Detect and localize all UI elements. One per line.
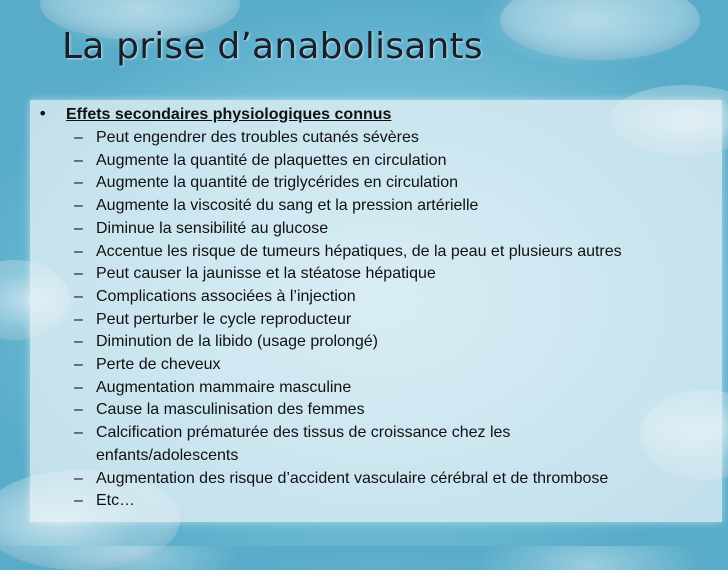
list-item: [74, 172, 714, 195]
bullet-heading: Effets secondaires physiologiques connus: [66, 106, 392, 123]
list-item: [74, 468, 714, 491]
side-effects-list: [74, 127, 714, 513]
list-item-text: Augmente la viscosité du sang et la pression artérielle: [96, 197, 479, 215]
list-item-text: Peut causer la jaunisse et la stéatose hépatique: [96, 265, 436, 283]
list-item: [74, 422, 714, 467]
list-item-text: Peut engendrer des troubles cutanés sévères: [96, 129, 419, 146]
list-item: [74, 286, 714, 309]
list-item-text: Cause la masculinisation des femmes: [96, 401, 365, 419]
list-item: [74, 150, 714, 173]
list-item-text: Diminution de la libido (usage prolongé): [96, 333, 378, 351]
dash-icon: –: [74, 129, 83, 146]
dash-icon: –: [74, 151, 83, 169]
list-item-text: Diminue la sensibilité au glucose: [96, 219, 329, 237]
list-item: [74, 490, 714, 513]
list-item-text: Augmente la quantité de triglycérides en circulation: [96, 174, 458, 192]
list-item: [74, 263, 714, 286]
dash-icon: –: [74, 424, 83, 442]
dash-icon: –: [74, 310, 83, 328]
list-item-text: Peut perturber le cycle reproducteur: [96, 310, 352, 328]
list-item: [74, 195, 714, 218]
list-item: [74, 331, 714, 354]
list-item-text: Complications associées à l’injection: [96, 287, 356, 305]
list-item: [74, 354, 714, 377]
dash-icon: –: [74, 378, 83, 396]
list-item: [74, 377, 714, 400]
list-item-text: Accentue les risque de tumeurs hépatiques, de la peau et plusieurs autres: [96, 242, 622, 260]
list-item-text: Augmentation mammaire masculine: [96, 378, 352, 396]
dash-icon: –: [74, 333, 83, 351]
dash-icon: –: [74, 197, 83, 215]
bullet-icon: •: [38, 104, 48, 123]
dash-icon: –: [74, 401, 83, 419]
list-item: [74, 127, 714, 150]
dash-icon: –: [74, 356, 83, 374]
list-item: [74, 399, 714, 422]
dash-icon: –: [74, 242, 83, 260]
list-item-text: Etc…: [96, 492, 136, 510]
dash-icon: –: [74, 174, 83, 192]
list-item: [74, 241, 714, 264]
dash-icon: –: [74, 469, 83, 487]
dash-icon: –: [74, 287, 83, 305]
dash-icon: –: [74, 492, 83, 510]
bullet-heading-row: [38, 104, 391, 124]
list-item: [74, 309, 714, 332]
dash-icon: –: [74, 265, 83, 283]
dash-icon: –: [74, 219, 83, 237]
list-item-text: Augmente la quantité de plaquettes en circulation: [96, 151, 447, 169]
list-item-text: Perte de cheveux: [96, 356, 221, 374]
slide-title: La prise d’anabolisants: [62, 26, 483, 67]
list-item-text: Calcification prématurée des tissus de croissance chez les enfants/adolescents: [96, 424, 511, 464]
background-pill: [500, 0, 700, 60]
list-item-text: Augmentation des risque d’accident vasculaire cérébral et de thrombose: [96, 469, 609, 487]
list-item: [74, 218, 714, 241]
